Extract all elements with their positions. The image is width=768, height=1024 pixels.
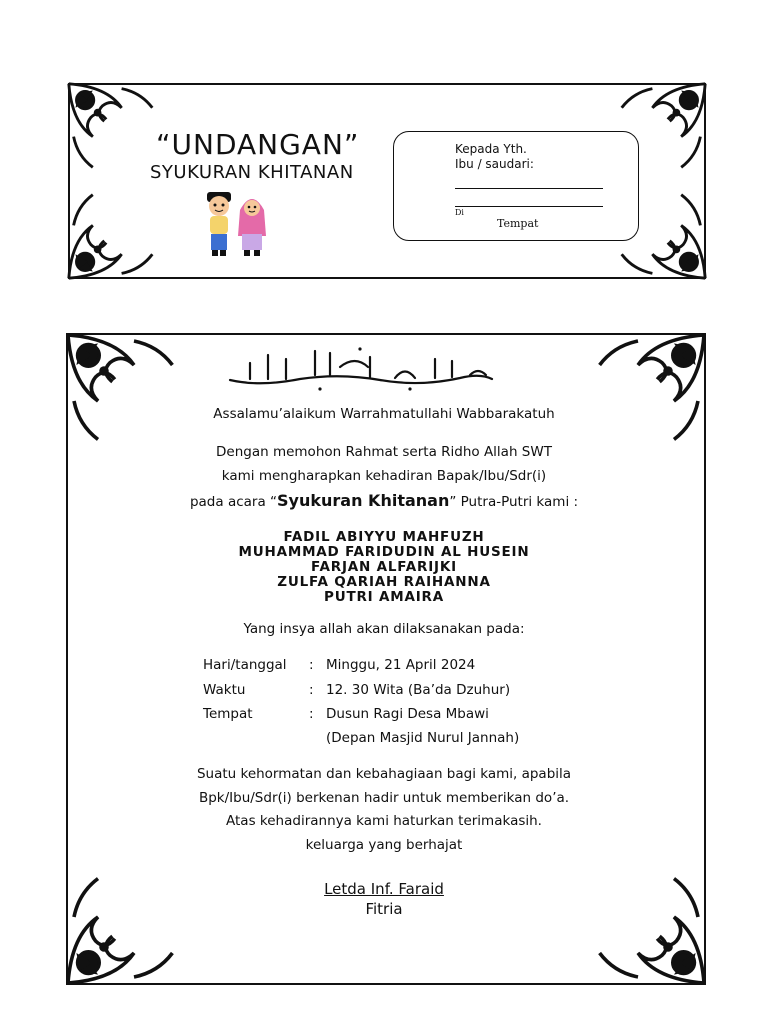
greeting: Assalamu’alaikum Warrahmatullahi Wabbarakatuh [213, 406, 555, 422]
child-name: FARJAN ALFARIJKI [311, 559, 457, 575]
intro-line-1: Dengan memohon Rahmat serta Ridho Allah SWT [216, 444, 552, 460]
invitation-subtitle: SYUKURAN KHITANAN [150, 162, 354, 183]
recipient-name-line [455, 188, 603, 189]
di-label: Di [455, 208, 464, 217]
child-name: MUHAMMAD FARIDUDIN AL HUSEIN [238, 544, 530, 560]
time-value: 12. 30 Wita (Ba’da Dzuhur) [326, 682, 511, 698]
closing-line-3: Atas kehadirannya kami haturkan terimakasih. [226, 813, 542, 829]
schedule-intro: Yang insya allah akan dilaksanakan pada: [243, 621, 525, 637]
recipient-sub-label: Ibu / saudari: [455, 157, 534, 171]
date-label: Hari/tanggal [203, 657, 287, 673]
closing-line-2: Bpk/Ibu/Sdr(i) berkenan hadir untuk memberikan do’a. [198, 790, 570, 806]
ornament-corner-icon [590, 329, 710, 449]
event-name: Syukuran Khitanan [277, 491, 450, 510]
recipient-label: Kepada Yth. [455, 142, 527, 156]
ornament-corner-icon [64, 187, 160, 283]
closing-line-4: keluarga yang berhajat [305, 837, 463, 853]
closing-line-1: Suatu kehormatan dan kebahagiaan bagi kami, apabila [196, 766, 572, 782]
event-prefix: pada acara “ [189, 494, 278, 510]
recipient-address-line [455, 206, 603, 207]
place-colon: : [309, 706, 314, 722]
time-label: Waktu [203, 682, 246, 698]
place-label: Tempat [497, 217, 539, 230]
date-colon: : [309, 657, 314, 673]
child-name: ZULFA QARIAH RAIHANNA [277, 574, 491, 590]
date-value: Minggu, 21 April 2024 [326, 657, 476, 673]
bismillah-calligraphy-icon [220, 345, 500, 395]
ornament-corner-icon [64, 79, 160, 175]
kids-illustration-icon [202, 190, 274, 260]
signer-name-1: Letda Inf. Faraid [324, 880, 444, 898]
signer-name-2: Fitria [365, 900, 403, 918]
place-label: Tempat [203, 706, 253, 722]
children-list [80, 530, 688, 605]
child-name: FADIL ABIYYU MAHFUZH [283, 529, 485, 545]
event-line [80, 491, 688, 510]
invitation-title: “UNDANGAN” [156, 128, 360, 161]
time-colon: : [309, 682, 314, 698]
ornament-corner-icon [62, 329, 182, 449]
event-suffix: ” Putra-Putri kami : [449, 494, 579, 510]
intro-line-2: kami mengharapkan kehadiran Bapak/Ibu/Sdr(i) [221, 468, 547, 484]
place-value: Dusun Ragi Desa Mbawi [326, 706, 489, 722]
place-note: (Depan Masjid Nurul Jannah) [326, 730, 520, 746]
child-name: PUTRI AMAIRA [324, 589, 444, 605]
